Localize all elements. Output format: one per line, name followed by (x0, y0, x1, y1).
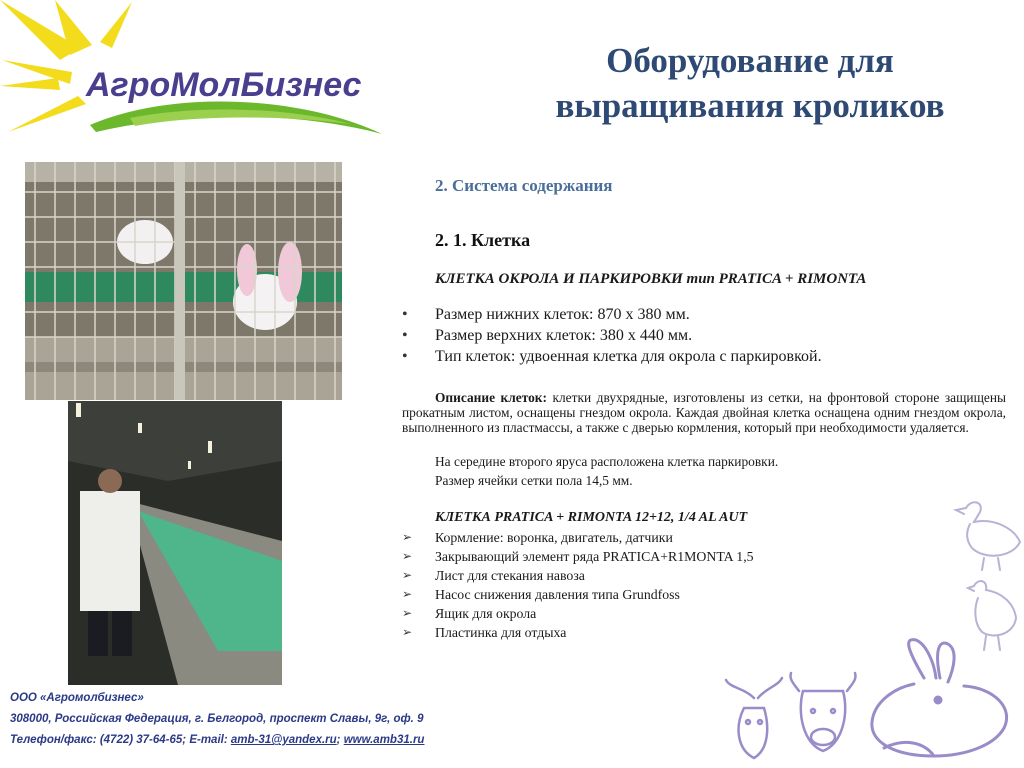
list-item: ➢ Закрывающий элемент ряда PRATICA+R1MONTA 1,5 (402, 549, 754, 564)
arrow-bullet-icon: ➢ (402, 587, 413, 601)
list-item: ➢ Лист для стекания навоза (402, 568, 585, 583)
section-heading: 2. Система содержания (435, 176, 613, 195)
farm-animals-illustration (704, 488, 1024, 768)
arrow-bullet-icon: ➢ (402, 625, 413, 639)
cage-title-pratica-rimonta-12: КЛЕТКА PRATICA + RIMONTA 12+12, 1/4 AL AUT (435, 510, 748, 525)
agromolbiznes-logo (0, 0, 400, 150)
list-item: ➢ Кормление: воронка, двигатель, датчики (402, 530, 673, 545)
parking-cage-note: На середине второго яруса расположена клетка паркировки. (435, 454, 779, 469)
brand-name: АгроМолБизнес (86, 66, 362, 104)
company-address: 308000, Российская Федерация, г. Белгород, проспект Славы, 9г, оф. 9 (10, 713, 424, 725)
description-text: клетки двухрядные, изготовлены из сетки, на фронтовой стороне защищены прокатным листом, оснащены гнездом окрола. Каждая двойная клетка оснащена одним гнездом окрола, выполненного из пластмассы, а также с дверью кормления, который при необходимости удаляется. (402, 390, 1006, 435)
list-item: • Тип клеток: удвоенная клетка для окрола с паркировкой. (402, 346, 1002, 367)
arrow-bullet-icon: ➢ (402, 549, 413, 563)
list-item: • Размер нижних клеток: 870 х 380 мм. (402, 304, 1002, 325)
arrow-bullet-icon: ➢ (402, 606, 413, 620)
list-item: ➢ Ящик для окрола (402, 606, 537, 621)
rabbit-cage-photo (25, 162, 342, 400)
goat-icon (726, 678, 782, 758)
chicken-icon (968, 581, 1016, 650)
list-item: • Размер верхних клеток: 380 х 440 мм. (402, 325, 1002, 346)
page-title-line-1: Оборудование для (606, 41, 894, 80)
cage-specs-list (402, 304, 1002, 367)
duck-icon (956, 502, 1020, 570)
page-title-line-2: выращивания кроликов (555, 86, 945, 125)
rabbit-icon (872, 640, 1007, 756)
page-title (515, 38, 985, 128)
company-name: ООО «Агромолбизнес» (10, 692, 144, 704)
company-phone-email: Телефон/факс: (4722) 37-64-65; E-mail: amb-31@yandex.ru; www.amb31.ru (10, 734, 425, 746)
arrow-bullet-icon: ➢ (402, 568, 413, 582)
list-item: ➢ Пластинка для отдыха (402, 625, 567, 640)
arrow-bullet-icon: ➢ (402, 530, 413, 544)
description-label: Описание клеток: (435, 390, 547, 405)
cow-icon (790, 673, 855, 751)
cage-description (402, 390, 1006, 435)
website-link[interactable]: www.amb31.ru (343, 734, 425, 746)
subsection-heading: 2. 1. Клетка (435, 230, 531, 250)
rabbit-farm-hall-photo (68, 401, 282, 685)
mesh-size-note: Размер ячейки сетки пола 14,5 мм. (435, 473, 633, 488)
email-link[interactable]: amb-31@yandex.ru (230, 734, 337, 746)
cage-title-pratica-rimonta: КЛЕТКА ОКРОЛА И ПАРКИРОВКИ тип PRATICA + RIMONTA (435, 271, 867, 287)
list-item: ➢ Насос снижения давления типа Grundfoss (402, 587, 680, 602)
footer-contacts (10, 688, 610, 751)
